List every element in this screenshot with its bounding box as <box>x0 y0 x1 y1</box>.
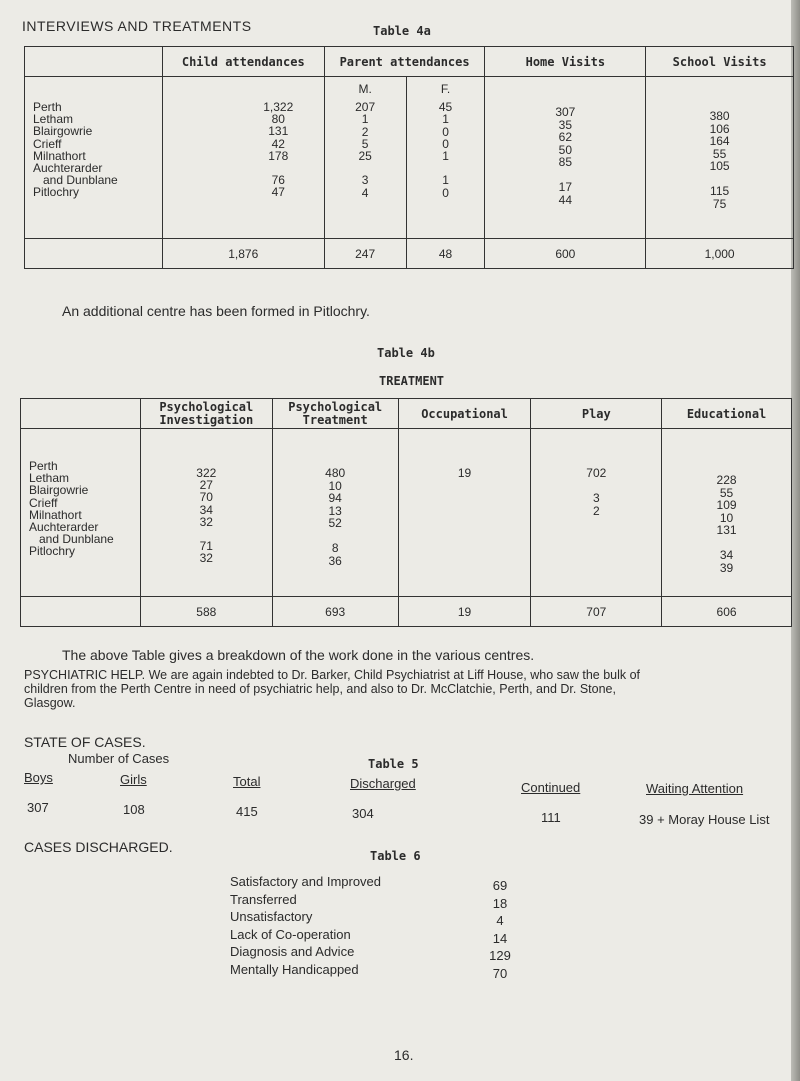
header-play: Play <box>531 399 662 429</box>
table-4b-subtitle: TREATMENT <box>379 374 445 388</box>
table-cell: 34 <box>199 502 213 517</box>
table-cell: 228 <box>716 473 737 487</box>
list-item <box>230 893 520 911</box>
table-cell: 27 <box>199 478 213 493</box>
list-item-value: 129 <box>489 948 511 964</box>
table-cell: 4 <box>361 185 369 200</box>
centre-label: Blairgowrie <box>29 483 89 498</box>
table-cell: 3 <box>592 491 600 505</box>
table-cell: 76 <box>271 173 285 188</box>
table-cell: 0 <box>442 185 449 200</box>
section-state-of-cases: STATE OF CASES. <box>24 734 146 750</box>
list-item-value: 4 <box>496 913 504 929</box>
treatment-column <box>272 429 398 597</box>
total-educational: 606 <box>662 597 792 627</box>
table-cell: 106 <box>709 121 730 136</box>
list-item-value: 18 <box>492 895 508 911</box>
educational-column <box>662 429 792 597</box>
centre-label: Milnathort <box>33 148 86 163</box>
parent-f-column <box>406 77 485 239</box>
table-cell: 36 <box>328 553 342 568</box>
table-4b-corner <box>21 399 141 429</box>
list-item-label: Mentally Handicapped <box>230 961 359 977</box>
list-item <box>230 963 520 981</box>
list-item-value: 14 <box>492 930 508 946</box>
centre-label: Auchterarder <box>33 161 103 176</box>
table-cell: 19 <box>457 466 472 480</box>
page-number: 16. <box>394 1047 414 1063</box>
table-cell: 1 <box>442 112 449 127</box>
table-cell: 13 <box>328 503 342 518</box>
table-4a-centres <box>25 77 163 239</box>
centre-label: Pitlochry <box>29 544 76 559</box>
table-cell: 55 <box>712 146 727 161</box>
table-cell: 480 <box>325 466 346 480</box>
list-item-value: 70 <box>492 965 508 981</box>
list-item <box>230 910 520 928</box>
total-parent-m: 247 <box>324 239 406 269</box>
table-4a-header-row <box>25 47 794 77</box>
table-cell: 32 <box>199 514 213 529</box>
centre-label: and Dunblane <box>39 532 114 547</box>
table-cell: 55 <box>719 485 734 500</box>
table-cell: 115 <box>710 184 730 198</box>
table-cell: 2 <box>592 503 600 518</box>
header-occupational: Occupational <box>398 399 531 429</box>
centre-label: Auchterarder <box>29 520 99 535</box>
centre-label: Crieff <box>29 495 58 510</box>
table-cell: 10 <box>328 478 342 493</box>
total-label: Total <box>233 774 261 789</box>
table-cell: 0 <box>442 136 449 151</box>
table-cell: 39 <box>719 560 734 575</box>
header-home-visits: Home Visits <box>485 47 646 77</box>
table-4b-body-row <box>21 429 792 597</box>
list-item <box>230 945 520 963</box>
table-cell: 109 <box>716 498 737 512</box>
table-cell: 178 <box>268 148 289 163</box>
table-cell: 62 <box>558 130 573 144</box>
paragraph-psychiatric-help <box>24 668 640 710</box>
table-5-title: Table 5 <box>368 757 419 771</box>
header-psychological-investigation: Psychological Investigation <box>140 399 272 429</box>
table-cell: 50 <box>558 142 573 157</box>
total-value: 415 <box>236 804 258 819</box>
table-6-list <box>230 875 520 981</box>
girls-label: Girls <box>120 772 147 787</box>
table-cell: 47 <box>271 185 285 200</box>
header-parent-f: F. <box>440 82 451 96</box>
header-parent-m: M. <box>358 82 372 96</box>
list-item-label: Satisfactory and Improved <box>230 874 382 889</box>
child-attendances-column <box>162 77 324 239</box>
table-cell: 42 <box>271 136 285 151</box>
table-4a-body-row <box>25 77 794 239</box>
table-cell: 3 <box>361 173 369 188</box>
table-cell: 85 <box>558 155 573 169</box>
table-cell: 52 <box>328 516 342 530</box>
total-parent-f: 48 <box>406 239 485 269</box>
centre-label: and Dunblane <box>43 173 118 188</box>
total-child: 1,876 <box>162 239 324 269</box>
section-cases-discharged: CASES DISCHARGED. <box>24 839 173 855</box>
table-4b-title: Table 4b <box>377 346 435 360</box>
list-item-label: Lack of Co-operation <box>230 926 351 942</box>
list-item-label: Transferred <box>230 891 297 907</box>
table-cell: 207 <box>355 100 376 115</box>
waiting-attention-label: Waiting Attention <box>646 781 744 796</box>
table-cell: 131 <box>268 124 289 139</box>
table-cell: 45 <box>438 100 453 115</box>
table-4b <box>20 398 792 627</box>
list-item-value: 69 <box>492 878 508 893</box>
table-cell: 94 <box>328 491 342 505</box>
girls-value: 108 <box>123 802 145 817</box>
total-home: 600 <box>485 239 646 269</box>
text-line: PSYCHIATRIC HELP. We are again indebted to Dr. Barker, Child Psychiatrist at Liff House, who saw the bulk of <box>24 668 641 682</box>
centre-label: Perth <box>33 100 62 114</box>
centre-label: Letham <box>29 471 70 486</box>
text-line: children from the Perth Centre in need of psychiatric help, and also to Dr. McClatchie, Perth, and Dr. Stone, <box>24 682 616 696</box>
table-cell: 0 <box>442 124 449 139</box>
discharged-value: 304 <box>352 806 374 821</box>
table-cell: 131 <box>716 523 737 537</box>
table-cell: 2 <box>361 124 369 139</box>
table-cell: 5 <box>361 136 369 151</box>
total-school: 1,000 <box>646 239 794 269</box>
table-cell: 702 <box>586 466 607 480</box>
table-cell: 75 <box>712 196 727 211</box>
table-cell: 8 <box>331 541 339 555</box>
table-cell: 17 <box>558 180 573 194</box>
table-cell: 34 <box>719 548 734 562</box>
table-cell: 70 <box>199 490 213 505</box>
table-cell: 307 <box>555 105 576 119</box>
centre-label: Letham <box>33 112 74 127</box>
table-cell: 10 <box>719 510 734 525</box>
table-cell: 32 <box>199 551 213 566</box>
table-cell: 71 <box>199 539 213 554</box>
table-4a-corner <box>25 47 163 77</box>
header-parent-attendances: Parent attendances <box>324 47 485 77</box>
table-4b-centres <box>21 429 141 597</box>
discharged-label: Discharged <box>350 776 416 791</box>
total-play: 707 <box>531 597 662 627</box>
text-line: Glasgow. <box>24 696 76 710</box>
table-cell: 164 <box>709 134 730 148</box>
list-item-label: Unsatisfactory <box>230 909 313 925</box>
table-cell: 1 <box>361 112 369 127</box>
investigation-column <box>140 429 272 597</box>
table-cell: 35 <box>558 117 573 132</box>
header-school-visits: School Visits <box>646 47 794 77</box>
boys-label: Boys <box>24 770 53 785</box>
table-4a-title: Table 4a <box>373 24 431 38</box>
centre-label: Blairgowrie <box>33 124 93 139</box>
header-educational: Educational <box>662 399 792 429</box>
running-head: INTERVIEWS AND TREATMENTS <box>22 18 252 34</box>
list-item-label: Diagnosis and Advice <box>230 944 355 960</box>
total-occupational: 19 <box>398 597 531 627</box>
table-4b-header-row <box>21 399 792 429</box>
list-item <box>230 928 520 946</box>
table-4b-totals-row <box>21 597 792 627</box>
waiting-attention-value: 39 + Moray House List <box>639 812 770 827</box>
table-cell: 380 <box>709 109 730 123</box>
table-cell: 1 <box>442 149 449 164</box>
table-cell: 1,322 <box>263 100 294 114</box>
note-additional-centre: An additional centre has been formed in Pitlochry. <box>62 303 370 319</box>
table-cell: 322 <box>196 466 217 480</box>
centre-label: Milnathort <box>29 507 82 522</box>
continued-label: Continued <box>521 780 581 795</box>
home-visits-column <box>485 77 646 239</box>
centre-label: Crieff <box>33 136 62 151</box>
paragraph-breakdown: The above Table gives a breakdown of the work done in the various centres. <box>62 647 535 663</box>
total-treatment: 693 <box>272 597 398 627</box>
table-4a-totals-corner <box>25 239 163 269</box>
play-column <box>531 429 662 597</box>
table-4b-totals-corner <box>21 597 141 627</box>
boys-value: 307 <box>27 800 49 815</box>
list-item <box>230 875 520 893</box>
table-cell: 80 <box>271 112 285 127</box>
table-6-title: Table 6 <box>370 849 421 863</box>
table-cell: 25 <box>358 149 372 164</box>
parent-m-column <box>324 77 406 239</box>
school-visits-column <box>646 77 794 239</box>
total-investigation: 588 <box>140 597 272 627</box>
occupational-column <box>398 429 531 597</box>
table-4a <box>24 46 794 269</box>
centre-label: Pitlochry <box>33 185 80 200</box>
table-cell: 44 <box>558 192 573 207</box>
header-psychological-treatment: Psychological Treatment <box>272 399 398 429</box>
table-cell: 1 <box>442 173 449 188</box>
header-child-attendances: Child attendances <box>162 47 324 77</box>
number-of-cases-label: Number of Cases <box>68 751 170 766</box>
continued-value: 111 <box>541 810 561 825</box>
table-cell: 105 <box>709 159 730 173</box>
table-4a-totals-row <box>25 239 794 269</box>
centre-label: Perth <box>29 459 58 473</box>
